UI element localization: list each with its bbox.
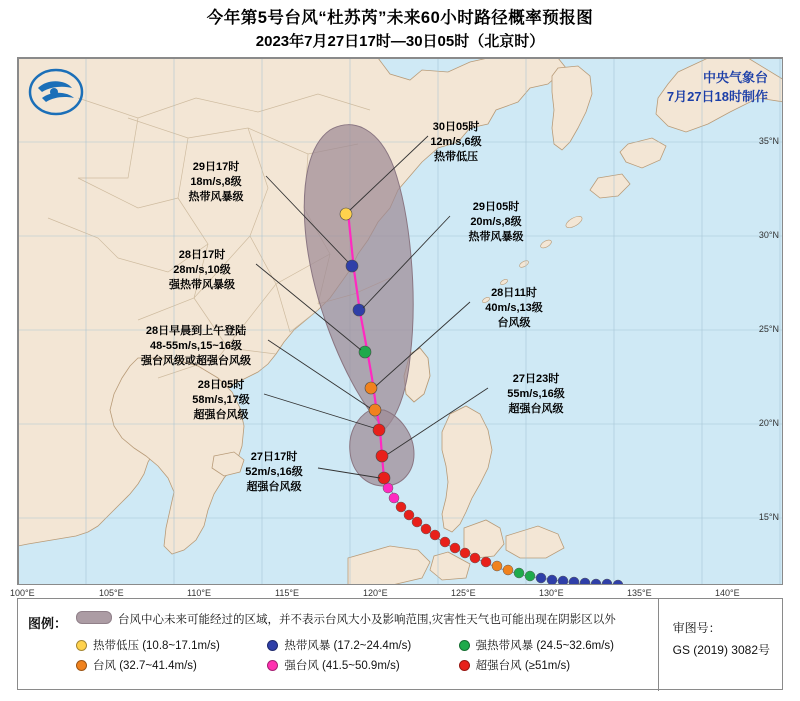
audit-label: 审图号：	[672, 621, 721, 635]
legend-item-typhoon	[76, 657, 267, 673]
lat-label-20n: 20°N	[758, 418, 779, 428]
legend-item-label: 超强台风 (≥51m/s)	[475, 660, 571, 672]
callout-28d17: 28日17时 28m/s,10级 强热带风暴级	[169, 249, 235, 291]
lat-label-25n: 25°N	[758, 324, 779, 334]
agency-stamp	[667, 68, 768, 106]
legend-item-label: 热带风暴 (17.2~24.4m/s)	[284, 640, 412, 652]
legend-items	[76, 637, 636, 677]
legend-item-label: 台风 (32.7~41.4m/s)	[93, 660, 197, 672]
lon-label-100e: 100°E	[10, 588, 35, 598]
callout-28d05: 28日05时 58m/s,17级 超强台风级	[192, 379, 250, 421]
lat-label-35n: 35°N	[758, 136, 779, 146]
lon-label-110e: 110°E	[187, 588, 211, 598]
lat-label-30n: 30°N	[758, 230, 779, 240]
callout-27d17: 27日17时 52m/s,16级 超强台风级	[245, 451, 303, 493]
lon-label-135e: 135°E	[627, 588, 652, 598]
lon-label-125e: 125°E	[451, 588, 476, 598]
page-title: 今年第5号台风“杜苏芮”未来60小时路径概率预报图	[206, 9, 594, 27]
map-canvas	[18, 58, 783, 585]
legend-item-severe-tropical-storm	[459, 637, 636, 653]
legend-item-tropical-depression	[76, 637, 267, 653]
lon-label-115e: 115°E	[275, 588, 299, 598]
cma-logo-icon	[28, 68, 84, 116]
legend-panel	[17, 598, 783, 690]
legend-row-1	[76, 637, 636, 653]
tropical-storm-dot-icon	[267, 640, 278, 651]
legend-item-tropical-storm	[267, 637, 458, 653]
callout-28d11: 28日11时 40m/s,13级 台风级	[485, 287, 543, 329]
legend-divider	[658, 599, 659, 691]
tropical-depression-dot-icon	[76, 640, 87, 651]
legend-item-label: 强热带风暴 (24.5~32.6m/s)	[475, 640, 615, 652]
audit-block	[673, 617, 770, 661]
severe-tropical-storm-dot-icon	[459, 640, 470, 651]
callout-27d23: 27日23时 55m/s,16级 超强台风级	[507, 373, 565, 415]
callout-29d17: 29日17时 18m/s,8级 热带风暴级	[188, 161, 244, 203]
audit-number: GS (2019) 3082号	[672, 643, 770, 657]
shaded-area-label: 台风中心未来可能经过的区域，并不表示台风大小及影响范围,灾害性天气也可能出现在阴影区以外	[118, 614, 616, 626]
issue-time: 7月27日18时制作	[666, 89, 768, 104]
super-typhoon-dot-icon	[459, 660, 470, 671]
lon-label-120e: 120°E	[363, 588, 388, 598]
map-panel[interactable]	[17, 57, 783, 585]
agency-name: 中央气象台	[702, 70, 768, 85]
legend-item-label: 强台风 (41.5~50.9m/s)	[284, 660, 400, 672]
lon-label-105e: 105°E	[99, 588, 124, 598]
lon-label-140e: 140°E	[715, 588, 740, 598]
legend-row-2	[76, 657, 636, 673]
strong-typhoon-dot-icon	[267, 660, 278, 671]
title-block	[0, 6, 800, 53]
typhoon-dot-icon	[76, 660, 87, 671]
callout-landfall: 28日早晨到上午登陆 48-55m/s,15~16级 强台风级或超强台风级	[141, 325, 251, 367]
legend-item-super-typhoon	[459, 657, 636, 673]
legend-title: 图例：	[28, 616, 68, 631]
legend-shaded-area-row	[76, 611, 616, 627]
lat-label-15n: 15°N	[758, 512, 779, 522]
page-subtitle: 2023年7月27日17时—30日05时（北京时）	[255, 33, 545, 50]
shaded-area-swatch	[76, 611, 112, 624]
callout-29d05: 29日05时 20m/s,8级 热带风暴级	[468, 201, 524, 243]
callout-30d05: 30日05时 12m/s,6级 热带低压	[430, 121, 482, 163]
legend-item-label: 热带低压 (10.8~17.1m/s)	[93, 640, 220, 652]
legend-item-strong-typhoon	[267, 657, 458, 673]
lon-label-130e: 130°E	[539, 588, 564, 598]
